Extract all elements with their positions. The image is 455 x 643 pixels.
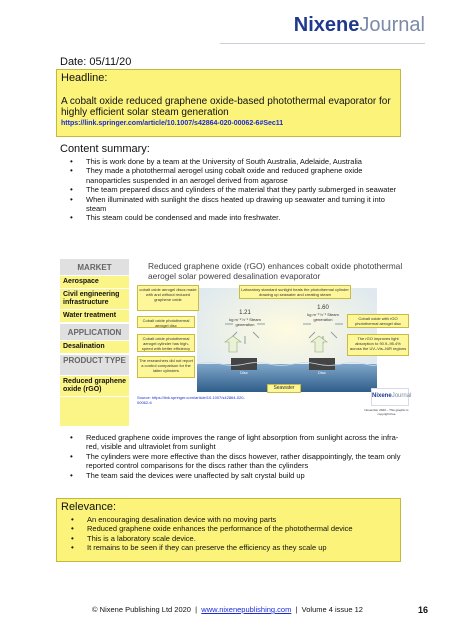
callout-sunlight: Laboratory standard sunlight heats the photothermal cylinder drawing up seawater and creating steam [239, 285, 351, 299]
market-heading: MARKET [60, 258, 129, 276]
product-heading: PRODUCT TYPE [60, 354, 129, 376]
headline-text: A cobalt oxide reduced graphene oxide-based photothermal evaporator for highly efficient solar steam generation [61, 96, 391, 118]
list-item: • The team prepared discs and cylinders of the material that they partly submerged in seawater [60, 185, 405, 194]
journal-brand [294, 14, 425, 37]
footer-website-link[interactable]: www.nixenepublishing.com [201, 605, 292, 614]
disc-right [309, 358, 335, 370]
footer-volume: Volume 4 issue 12 [301, 605, 363, 614]
article-link[interactable]: https://link.springer.com/article/10.1007/s42864-020-00062-6#Sec11 [61, 120, 284, 127]
callout-cylinder: Cobalt oxide photothermal aerogel cylinder has high-speed with better efficiency [137, 334, 195, 352]
list-item: • This is work done by a team at the University of South Australia, Adelaide, Australia [60, 157, 405, 166]
headline-label: Headline: [61, 72, 108, 84]
application-item: Desalination [60, 341, 129, 354]
brand-name-bold: Nixene [293, 14, 360, 36]
date: Date: 05/11/20 [60, 56, 132, 68]
steam-value-left: 1.21 [239, 310, 251, 316]
infographic [60, 258, 410, 426]
infographic-sidebar [60, 258, 129, 426]
steam-unit-right: kg m⁻² h⁻¹ Steam generation [307, 312, 339, 322]
callout-disc-rgo: Cobalt oxide with rGO photothermal aerogel disc [347, 314, 409, 328]
infographic-title: Reduced graphene oxide (rGO) enhances cobalt oxide photothermal aerogel solar powered desalination evaporator [148, 261, 403, 281]
mini-logo-note: November 2020 – This graphic is copyright free [364, 408, 409, 416]
callout-disc-plain: Cobalt oxide photothermal aerogel disc [137, 316, 195, 328]
market-item: Aerospace [60, 276, 129, 289]
brand-name-light: Journal [359, 14, 425, 36]
relevance-list [61, 515, 396, 553]
page-footer [0, 605, 455, 614]
market-item: Civil engineering infrastructure [60, 289, 129, 310]
mini-logo-bold: Nixene [372, 393, 392, 399]
source-note: Source: https://link.springer.com/article/10.1007/s42864-020-00062-6 [137, 395, 245, 405]
callout-no-control: The researchers did not report a control comparison for the latter cylinders [137, 356, 195, 378]
findings-list [60, 433, 405, 480]
market-item: Water treatment [60, 310, 129, 323]
application-heading: APPLICATION [60, 323, 129, 341]
summary-label: Content summary: [60, 143, 150, 155]
callout-discs: cobalt oxide aerogel discs made with and without reduced graphene oxide [137, 285, 199, 311]
disc-label-right: Disc [318, 370, 326, 375]
infographic-figure [135, 284, 410, 426]
callout-absorption: The rGO improves light absorption to 90.9–95.4% across the UV–Vis–NIR regions [347, 334, 409, 356]
list-item: • It remains to be seen if they can preserve the efficiency as they scale up [61, 543, 396, 552]
list-item: • This steam could be condensed and made into freshwater. [60, 213, 405, 222]
product-item: Reduced graphene oxide (rGO) [60, 376, 129, 397]
footer-copyright: © Nixene Publishing Ltd 2020 [92, 605, 191, 614]
list-item: • The team said the devices were unaffected by salt crystal build up [60, 471, 405, 480]
list-item: • An encouraging desalination device with no moving parts [61, 515, 396, 524]
list-item: • This is a laboratory scale device. [61, 534, 396, 543]
relevance-box [56, 498, 401, 562]
list-item: • Reduced graphene oxide improves the range of light absorption from sunlight across the infra-red, visible and ultraviolet from sunlight [60, 433, 405, 452]
summary-list [60, 157, 405, 223]
seawater-label: Seawater [267, 384, 301, 393]
mini-logo-light: Journal [391, 393, 412, 399]
footer-separator: | [295, 605, 298, 614]
steam-value-right: 1.60 [317, 305, 329, 311]
relevance-label: Relevance: [61, 501, 117, 513]
disc-label-left: Disc [240, 370, 248, 375]
list-item: • The cylinders were more effective than the discs however, rather disappointingly, the team only reported control comparisons for the discs rather than the cylinders [60, 452, 405, 471]
list-item: • Reduced graphene oxide enhances the performance of the photothermal device [61, 524, 396, 533]
mini-logo [371, 388, 412, 406]
steam-unit-left: kg m⁻² h⁻¹ Steam generation [229, 317, 261, 327]
list-item: • They made a photothermal aerogel using cobalt oxide and reduced graphene oxide nanoparticles suspended in an aerogel derived from agarose [60, 166, 405, 185]
footer-separator: | [195, 605, 198, 614]
headline-box [56, 69, 401, 137]
brand-divider [220, 43, 425, 44]
page-number: 16 [418, 605, 429, 615]
list-item: • When illuminated with sunlight the discs heated up drawing up seawater and turning it into steam [60, 195, 405, 214]
